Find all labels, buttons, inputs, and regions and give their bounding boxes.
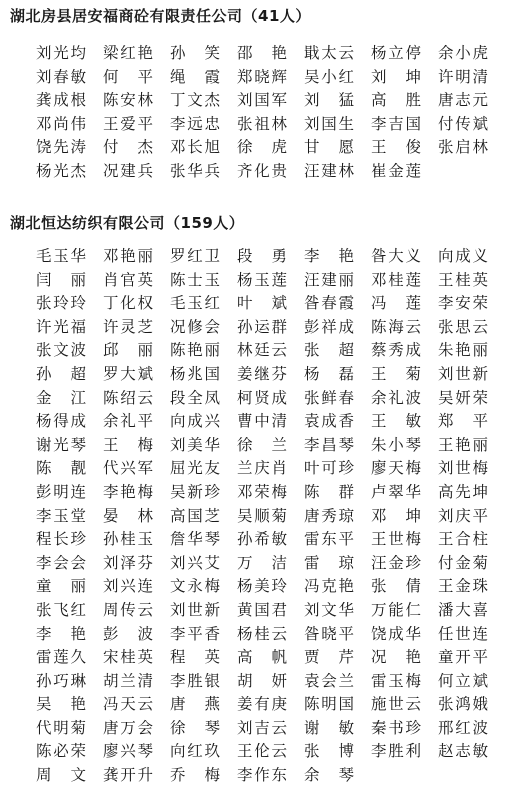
person-name: 张思云 bbox=[438, 317, 488, 336]
person-name: 李平香 bbox=[170, 624, 220, 643]
person-name: 刘国生 bbox=[304, 114, 354, 133]
person-name: 刘庆平 bbox=[438, 506, 488, 525]
person-name: 余琴 bbox=[304, 766, 354, 785]
person-name: 吴妍荣 bbox=[438, 388, 488, 407]
person-name: 王金珠 bbox=[438, 577, 488, 596]
person-name: 刘世新 bbox=[438, 364, 488, 383]
person-name: 王合柱 bbox=[438, 530, 488, 549]
person-name: 朱小琴 bbox=[371, 435, 421, 454]
person-name: 任世连 bbox=[438, 624, 488, 643]
person-name: 刘国军 bbox=[237, 91, 287, 110]
person-name: 徐兰 bbox=[237, 435, 287, 454]
person-name: 陈靓 bbox=[36, 459, 86, 478]
person-name: 昝晓平 bbox=[304, 624, 354, 643]
person-name: 杨磊 bbox=[304, 364, 354, 383]
person-name: 龚成根 bbox=[36, 91, 86, 110]
person-name: 陈群 bbox=[304, 482, 354, 501]
person-name: 汪建林 bbox=[304, 161, 354, 180]
person-name: 谢光琴 bbox=[36, 435, 86, 454]
person-name: 叶斌 bbox=[237, 294, 287, 313]
person-name: 蔡秀成 bbox=[371, 341, 421, 360]
person-name: 陈艳丽 bbox=[170, 341, 220, 360]
person-name: 付传斌 bbox=[438, 114, 488, 133]
person-name: 雷琼 bbox=[304, 553, 354, 572]
person-name: 周传云 bbox=[103, 600, 153, 619]
person-name: 许光福 bbox=[36, 317, 86, 336]
person-name: 姜有庚 bbox=[237, 695, 287, 714]
person-name: 丁文杰 bbox=[170, 91, 220, 110]
person-name: 孙运群 bbox=[237, 317, 287, 336]
person-name: 邓桂莲 bbox=[371, 270, 421, 289]
name-grid-1 bbox=[36, 42, 522, 184]
person-name: 唐秀琼 bbox=[304, 506, 354, 525]
person-name: 邓荣梅 bbox=[237, 482, 287, 501]
person-name: 郑平 bbox=[438, 412, 488, 431]
person-name: 程英 bbox=[170, 648, 220, 667]
person-name: 胡妍 bbox=[237, 671, 287, 690]
person-name: 张超 bbox=[304, 341, 354, 360]
person-name: 曹中清 bbox=[237, 412, 287, 431]
person-name: 王世梅 bbox=[371, 530, 421, 549]
person-name: 林廷云 bbox=[237, 341, 287, 360]
person-name: 宋桂英 bbox=[103, 648, 153, 667]
person-name: 唐万会 bbox=[103, 718, 153, 737]
person-name: 汪建丽 bbox=[304, 270, 354, 289]
person-name: 孙巧琳 bbox=[36, 671, 86, 690]
person-name: 孙桂玉 bbox=[103, 530, 153, 549]
person-name: 张华兵 bbox=[170, 161, 220, 180]
person-name: 汪金珍 bbox=[371, 553, 421, 572]
person-name: 朱艳丽 bbox=[438, 341, 488, 360]
person-name: 闫丽 bbox=[36, 270, 86, 289]
person-name: 张鲜春 bbox=[304, 388, 354, 407]
person-name: 李远忠 bbox=[170, 114, 220, 133]
person-name: 张飞红 bbox=[36, 600, 86, 619]
person-name: 杨桂云 bbox=[237, 624, 287, 643]
person-name: 杨立停 bbox=[371, 44, 421, 62]
person-name: 昝大义 bbox=[371, 247, 421, 265]
person-name: 黄国君 bbox=[237, 600, 287, 619]
person-name: 刘春敏 bbox=[36, 67, 86, 86]
person-name: 付杰 bbox=[103, 138, 153, 157]
person-name: 王艳丽 bbox=[438, 435, 488, 454]
person-name: 戢太云 bbox=[304, 44, 354, 62]
person-name: 肖官英 bbox=[103, 270, 153, 289]
person-name: 罗大斌 bbox=[103, 364, 153, 383]
person-name: 杨玉莲 bbox=[237, 270, 287, 289]
person-name: 邢红波 bbox=[438, 718, 488, 737]
person-name: 代明菊 bbox=[36, 718, 86, 737]
person-name: 张博 bbox=[304, 742, 354, 761]
person-name: 张玲玲 bbox=[36, 294, 86, 313]
person-name: 万能仁 bbox=[371, 600, 421, 619]
person-name: 刘光均 bbox=[36, 44, 86, 62]
person-name: 李艳 bbox=[304, 247, 354, 265]
person-name: 詹华琴 bbox=[170, 530, 220, 549]
person-name: 王梅 bbox=[103, 435, 153, 454]
person-name: 雷东平 bbox=[304, 530, 354, 549]
person-name: 向红玖 bbox=[170, 742, 220, 761]
person-name: 邓长旭 bbox=[170, 138, 220, 157]
company-heading-2: 湖北恒达纺织有限公司（159人） bbox=[10, 214, 245, 232]
person-name: 代兴军 bbox=[103, 459, 153, 478]
person-name: 李胜银 bbox=[170, 671, 220, 690]
person-name: 彭明连 bbox=[36, 482, 86, 501]
person-name: 许灵芝 bbox=[103, 317, 153, 336]
person-name: 童开平 bbox=[438, 648, 488, 667]
person-name: 李艳 bbox=[36, 624, 86, 643]
person-name: 童丽 bbox=[36, 577, 86, 596]
person-name: 刘兴连 bbox=[103, 577, 153, 596]
person-name: 冯莲 bbox=[371, 294, 421, 313]
person-name: 向成兴 bbox=[170, 412, 220, 431]
person-name: 毛玉华 bbox=[36, 247, 86, 265]
person-name: 况修会 bbox=[170, 317, 220, 336]
person-name: 饶成华 bbox=[371, 624, 421, 643]
person-name: 李艳梅 bbox=[103, 482, 153, 501]
person-name: 孙笑 bbox=[170, 44, 220, 62]
person-name: 昝春霞 bbox=[304, 294, 354, 313]
person-name: 刘美华 bbox=[170, 435, 220, 454]
person-name: 陈安林 bbox=[103, 91, 153, 110]
person-name: 邱丽 bbox=[103, 341, 153, 360]
person-name: 余礼平 bbox=[103, 412, 153, 431]
person-name: 甘愿 bbox=[304, 138, 354, 157]
person-name: 何平 bbox=[103, 67, 153, 86]
person-name: 张鸿娥 bbox=[438, 695, 488, 714]
person-name: 陈必荣 bbox=[36, 742, 86, 761]
person-name: 吴新珍 bbox=[170, 482, 220, 501]
person-name: 许明清 bbox=[438, 67, 488, 86]
person-name: 王菊 bbox=[371, 364, 421, 383]
person-name: 段勇 bbox=[237, 247, 287, 265]
person-name: 张文波 bbox=[36, 341, 86, 360]
person-name: 何立斌 bbox=[438, 671, 488, 690]
person-name: 陈明国 bbox=[304, 695, 354, 714]
person-name: 施世云 bbox=[371, 695, 421, 714]
person-name: 谢敏 bbox=[304, 718, 354, 737]
person-name: 孙超 bbox=[36, 364, 86, 383]
person-name: 屈光友 bbox=[170, 459, 220, 478]
person-name: 余小虎 bbox=[438, 44, 488, 62]
person-name: 唐志元 bbox=[438, 91, 488, 110]
person-name: 唐燕 bbox=[170, 695, 220, 714]
person-name: 杨光杰 bbox=[36, 161, 86, 180]
person-name: 段全凤 bbox=[170, 388, 220, 407]
person-name: 邵艳 bbox=[237, 44, 287, 62]
person-name: 徐虎 bbox=[237, 138, 287, 157]
person-name: 姜继芬 bbox=[237, 364, 287, 383]
person-name: 杨美玲 bbox=[237, 577, 287, 596]
person-name: 高帆 bbox=[237, 648, 287, 667]
person-name: 刘泽芬 bbox=[103, 553, 153, 572]
person-name: 兰庆肖 bbox=[237, 459, 287, 478]
person-name: 张启林 bbox=[438, 138, 488, 157]
person-name: 彭波 bbox=[103, 624, 153, 643]
person-name: 陈海云 bbox=[371, 317, 421, 336]
person-name: 邓坤 bbox=[371, 506, 421, 525]
person-name: 王爱平 bbox=[103, 114, 153, 133]
person-name: 廖兴琴 bbox=[103, 742, 153, 761]
person-name: 冯天云 bbox=[103, 695, 153, 714]
person-name: 吴顺菊 bbox=[237, 506, 287, 525]
person-name: 廖天梅 bbox=[371, 459, 421, 478]
person-name: 刘兴艾 bbox=[170, 553, 220, 572]
person-name: 彭祥成 bbox=[304, 317, 354, 336]
person-name: 乔梅 bbox=[170, 766, 220, 785]
person-name: 陈士玉 bbox=[170, 270, 220, 289]
person-name: 孙希敏 bbox=[237, 530, 287, 549]
person-name: 邓尚伟 bbox=[36, 114, 86, 133]
person-name: 张倩 bbox=[371, 577, 421, 596]
person-name: 付金菊 bbox=[438, 553, 488, 572]
person-name: 袁会兰 bbox=[304, 671, 354, 690]
person-name: 毛玉红 bbox=[170, 294, 220, 313]
person-name: 李吉国 bbox=[371, 114, 421, 133]
person-name: 高胜 bbox=[371, 91, 421, 110]
person-name: 李安荣 bbox=[438, 294, 488, 313]
person-name: 雷莲久 bbox=[36, 648, 86, 667]
person-name: 绳霞 bbox=[170, 67, 220, 86]
person-name: 高国芝 bbox=[170, 506, 220, 525]
person-name: 齐化贵 bbox=[237, 161, 287, 180]
person-name: 叶可珍 bbox=[304, 459, 354, 478]
person-name: 李会会 bbox=[36, 553, 86, 572]
person-name: 万洁 bbox=[237, 553, 287, 572]
name-grid-2 bbox=[36, 245, 522, 788]
person-name: 邓艳丽 bbox=[103, 247, 153, 265]
person-name: 刘吉云 bbox=[237, 718, 287, 737]
person-name: 张祖林 bbox=[237, 114, 287, 133]
person-name: 崔金莲 bbox=[371, 161, 421, 180]
person-name: 龚开升 bbox=[103, 766, 153, 785]
person-name: 雷玉梅 bbox=[371, 671, 421, 690]
person-name: 余礼波 bbox=[371, 388, 421, 407]
person-name: 周文 bbox=[36, 766, 86, 785]
person-name: 刘文华 bbox=[304, 600, 354, 619]
person-name: 饶先涛 bbox=[36, 138, 86, 157]
person-name: 冯克艳 bbox=[304, 577, 354, 596]
person-name: 李胜利 bbox=[371, 742, 421, 761]
person-name: 王俊 bbox=[371, 138, 421, 157]
person-name: 袁成香 bbox=[304, 412, 354, 431]
person-name: 晏林 bbox=[103, 506, 153, 525]
person-name: 李玉堂 bbox=[36, 506, 86, 525]
person-name: 卢翠华 bbox=[371, 482, 421, 501]
person-name: 刘世梅 bbox=[438, 459, 488, 478]
person-name: 向成义 bbox=[438, 247, 488, 265]
person-name: 高先坤 bbox=[438, 482, 488, 501]
person-name: 秦书珍 bbox=[371, 718, 421, 737]
person-name: 吴艳 bbox=[36, 695, 86, 714]
person-name: 文永梅 bbox=[170, 577, 220, 596]
person-name: 杨兆国 bbox=[170, 364, 220, 383]
person-name: 吴小红 bbox=[304, 67, 354, 86]
person-name: 潘大喜 bbox=[438, 600, 488, 619]
person-name: 况建兵 bbox=[103, 161, 153, 180]
person-name: 陈绍云 bbox=[103, 388, 153, 407]
person-name: 刘猛 bbox=[304, 91, 354, 110]
person-name: 罗红卫 bbox=[170, 247, 220, 265]
company-heading-1: 湖北房县居安福商砼有限责任公司（41人） bbox=[10, 7, 311, 25]
person-name: 李作东 bbox=[237, 766, 287, 785]
person-name: 李昌琴 bbox=[304, 435, 354, 454]
person-name: 王桂英 bbox=[438, 270, 488, 289]
person-name: 柯贤成 bbox=[237, 388, 287, 407]
person-name: 徐琴 bbox=[170, 718, 220, 737]
person-name: 刘世新 bbox=[170, 600, 220, 619]
person-name: 况艳 bbox=[371, 648, 421, 667]
person-name: 程长珍 bbox=[36, 530, 86, 549]
person-name: 梁红艳 bbox=[103, 44, 153, 62]
person-name: 金江 bbox=[36, 388, 86, 407]
person-name: 王伦云 bbox=[237, 742, 287, 761]
person-name: 丁化权 bbox=[103, 294, 153, 313]
person-name: 贾芹 bbox=[304, 648, 354, 667]
person-name: 郑晓辉 bbox=[237, 67, 287, 86]
person-name: 王敏 bbox=[371, 412, 421, 431]
person-name: 赵志敏 bbox=[438, 742, 488, 761]
person-name: 杨得成 bbox=[36, 412, 86, 431]
person-name: 胡兰清 bbox=[103, 671, 153, 690]
person-name: 刘坤 bbox=[371, 67, 421, 86]
